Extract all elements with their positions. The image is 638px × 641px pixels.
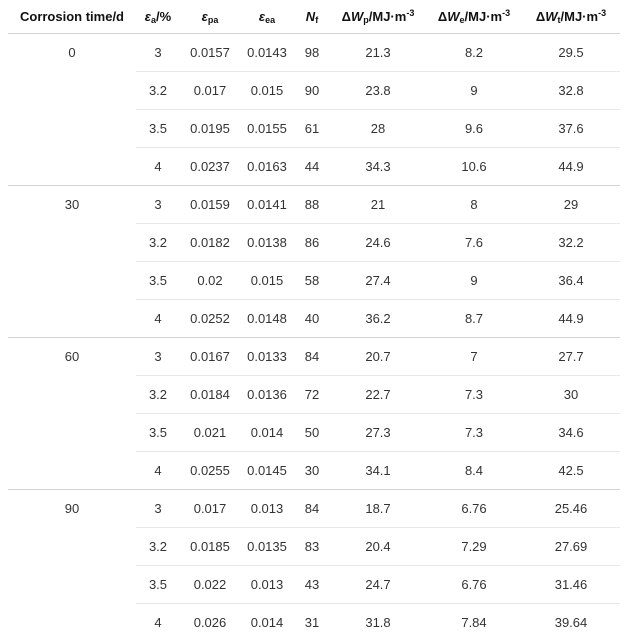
cell-strain-amplitude: 3.5 <box>136 566 180 604</box>
cell-plastic-energy: 20.7 <box>330 338 426 376</box>
cell-elastic-strain: 0.013 <box>240 566 294 604</box>
table-row <box>8 338 620 376</box>
header-ea-unit: /% <box>156 9 171 24</box>
cell-total-energy: 32.2 <box>522 224 620 262</box>
header-wt-subscript: t <box>558 15 561 25</box>
header-wt-exponent: -3 <box>598 8 606 18</box>
cell-elastic-energy: 7.84 <box>426 604 522 641</box>
cell-total-energy: 42.5 <box>522 452 620 490</box>
cell-plastic-energy: 22.7 <box>330 376 426 414</box>
cell-plastic-energy: 36.2 <box>330 300 426 338</box>
header-nf-symbol: N <box>306 9 315 24</box>
cell-plastic-energy: 24.7 <box>330 566 426 604</box>
cell-total-energy: 36.4 <box>522 262 620 300</box>
header-plastic-energy <box>330 0 426 34</box>
cell-strain-amplitude: 3.2 <box>136 528 180 566</box>
cell-elastic-energy: 7.29 <box>426 528 522 566</box>
cell-strain-amplitude: 3 <box>136 338 180 376</box>
cell-plastic-energy: 21.3 <box>330 34 426 72</box>
cell-elastic-energy: 10.6 <box>426 148 522 186</box>
cell-plastic-energy: 20.4 <box>330 528 426 566</box>
header-epa-symbol: ε <box>202 9 208 24</box>
cell-corrosion-time: 60 <box>8 338 136 490</box>
cell-elastic-strain: 0.0145 <box>240 452 294 490</box>
header-ea-symbol: ε <box>145 9 151 24</box>
cell-elastic-energy: 6.76 <box>426 490 522 528</box>
cell-elastic-strain: 0.014 <box>240 414 294 452</box>
cell-fatigue-life: 90 <box>294 72 330 110</box>
header-eea-subscript: ea <box>265 15 275 25</box>
cell-plastic-strain: 0.0195 <box>180 110 240 148</box>
cell-plastic-energy: 27.3 <box>330 414 426 452</box>
cell-plastic-energy: 23.8 <box>330 72 426 110</box>
cell-elastic-strain: 0.0133 <box>240 338 294 376</box>
cell-total-energy: 44.9 <box>522 148 620 186</box>
cell-elastic-strain: 0.014 <box>240 604 294 641</box>
cell-elastic-energy: 8.7 <box>426 300 522 338</box>
cell-total-energy: 30 <box>522 376 620 414</box>
cell-strain-amplitude: 4 <box>136 452 180 490</box>
header-wt-symbol: W <box>545 9 557 24</box>
cell-elastic-strain: 0.0148 <box>240 300 294 338</box>
cell-strain-amplitude: 3.2 <box>136 376 180 414</box>
cell-elastic-energy: 9 <box>426 72 522 110</box>
cell-elastic-energy: 6.76 <box>426 566 522 604</box>
header-corrosion-time: Corrosion time/d <box>8 0 136 34</box>
header-strain-amplitude <box>136 0 180 34</box>
cell-fatigue-life: 83 <box>294 528 330 566</box>
cell-strain-amplitude: 4 <box>136 604 180 641</box>
cell-elastic-strain: 0.0141 <box>240 186 294 224</box>
cell-total-energy: 25.46 <box>522 490 620 528</box>
cell-plastic-strain: 0.0182 <box>180 224 240 262</box>
cell-strain-amplitude: 3.5 <box>136 110 180 148</box>
cell-elastic-strain: 0.013 <box>240 490 294 528</box>
cell-total-energy: 31.46 <box>522 566 620 604</box>
cell-elastic-energy: 8 <box>426 186 522 224</box>
table-row <box>8 186 620 224</box>
header-epa-subscript: pa <box>208 15 219 25</box>
cell-strain-amplitude: 3.5 <box>136 262 180 300</box>
header-ea-subscript: a <box>151 15 156 25</box>
cell-plastic-energy: 28 <box>330 110 426 148</box>
cell-plastic-strain: 0.0167 <box>180 338 240 376</box>
cell-plastic-strain: 0.026 <box>180 604 240 641</box>
cell-strain-amplitude: 3.5 <box>136 414 180 452</box>
cell-fatigue-life: 44 <box>294 148 330 186</box>
header-nf-subscript: f <box>315 15 318 25</box>
cell-total-energy: 27.69 <box>522 528 620 566</box>
cell-plastic-strain: 0.0185 <box>180 528 240 566</box>
cell-elastic-energy: 7 <box>426 338 522 376</box>
cell-elastic-strain: 0.0155 <box>240 110 294 148</box>
cell-total-energy: 44.9 <box>522 300 620 338</box>
header-eea-symbol: ε <box>259 9 265 24</box>
cell-elastic-energy: 9 <box>426 262 522 300</box>
header-fatigue-life <box>294 0 330 34</box>
header-we-unit: /MJ·m <box>465 9 503 24</box>
cell-fatigue-life: 72 <box>294 376 330 414</box>
cell-plastic-energy: 31.8 <box>330 604 426 641</box>
cell-plastic-strain: 0.0252 <box>180 300 240 338</box>
cell-fatigue-life: 58 <box>294 262 330 300</box>
cell-strain-amplitude: 3.2 <box>136 224 180 262</box>
cell-elastic-strain: 0.0138 <box>240 224 294 262</box>
table-row <box>8 34 620 72</box>
cell-plastic-energy: 27.4 <box>330 262 426 300</box>
cell-corrosion-time: 90 <box>8 490 136 641</box>
cell-strain-amplitude: 4 <box>136 148 180 186</box>
cell-plastic-energy: 18.7 <box>330 490 426 528</box>
cell-total-energy: 29.5 <box>522 34 620 72</box>
cell-elastic-strain: 0.0163 <box>240 148 294 186</box>
header-wp-symbol: W <box>351 9 363 24</box>
cell-plastic-energy: 34.3 <box>330 148 426 186</box>
cell-total-energy: 27.7 <box>522 338 620 376</box>
cell-total-energy: 29 <box>522 186 620 224</box>
cell-elastic-strain: 0.015 <box>240 72 294 110</box>
cell-plastic-strain: 0.017 <box>180 72 240 110</box>
cell-plastic-strain: 0.021 <box>180 414 240 452</box>
header-wp-exponent: -3 <box>406 8 414 18</box>
cell-plastic-strain: 0.0157 <box>180 34 240 72</box>
cell-plastic-energy: 34.1 <box>330 452 426 490</box>
cell-elastic-energy: 9.6 <box>426 110 522 148</box>
header-wt-delta: Δ <box>536 9 545 24</box>
cell-elastic-energy: 7.6 <box>426 224 522 262</box>
cell-plastic-strain: 0.022 <box>180 566 240 604</box>
cell-corrosion-time: 30 <box>8 186 136 338</box>
cell-total-energy: 34.6 <box>522 414 620 452</box>
cell-elastic-strain: 0.0135 <box>240 528 294 566</box>
cell-elastic-energy: 7.3 <box>426 376 522 414</box>
cell-elastic-energy: 7.3 <box>426 414 522 452</box>
header-total-energy <box>522 0 620 34</box>
cell-elastic-strain: 0.0136 <box>240 376 294 414</box>
cell-elastic-energy: 8.2 <box>426 34 522 72</box>
cell-fatigue-life: 40 <box>294 300 330 338</box>
cell-plastic-strain: 0.0237 <box>180 148 240 186</box>
header-wt-unit: /MJ·m <box>561 9 599 24</box>
header-we-subscript: e <box>460 15 465 25</box>
cell-plastic-strain: 0.02 <box>180 262 240 300</box>
header-wp-subscript: p <box>363 15 369 25</box>
header-wp-delta: Δ <box>342 9 351 24</box>
cell-fatigue-life: 98 <box>294 34 330 72</box>
cell-plastic-strain: 0.0159 <box>180 186 240 224</box>
header-we-delta: Δ <box>438 9 447 24</box>
cell-fatigue-life: 31 <box>294 604 330 641</box>
header-elastic-energy <box>426 0 522 34</box>
header-we-exponent: -3 <box>502 8 510 18</box>
cell-strain-amplitude: 3.2 <box>136 72 180 110</box>
header-row <box>8 0 620 34</box>
cell-plastic-energy: 21 <box>330 186 426 224</box>
cell-fatigue-life: 30 <box>294 452 330 490</box>
cell-total-energy: 39.64 <box>522 604 620 641</box>
cell-fatigue-life: 50 <box>294 414 330 452</box>
data-table <box>8 0 620 641</box>
cell-strain-amplitude: 3 <box>136 186 180 224</box>
cell-plastic-strain: 0.0255 <box>180 452 240 490</box>
cell-plastic-strain: 0.0184 <box>180 376 240 414</box>
table-row <box>8 490 620 528</box>
cell-elastic-strain: 0.015 <box>240 262 294 300</box>
header-elastic-strain <box>240 0 294 34</box>
cell-plastic-energy: 24.6 <box>330 224 426 262</box>
cell-fatigue-life: 84 <box>294 338 330 376</box>
cell-fatigue-life: 88 <box>294 186 330 224</box>
cell-total-energy: 32.8 <box>522 72 620 110</box>
cell-fatigue-life: 86 <box>294 224 330 262</box>
header-plastic-strain <box>180 0 240 34</box>
header-wp-unit: /MJ·m <box>369 9 407 24</box>
cell-fatigue-life: 43 <box>294 566 330 604</box>
cell-elastic-strain: 0.0143 <box>240 34 294 72</box>
cell-fatigue-life: 61 <box>294 110 330 148</box>
cell-fatigue-life: 84 <box>294 490 330 528</box>
cell-total-energy: 37.6 <box>522 110 620 148</box>
table-body <box>8 34 620 641</box>
cell-strain-amplitude: 3 <box>136 490 180 528</box>
header-we-symbol: W <box>447 9 459 24</box>
cell-strain-amplitude: 4 <box>136 300 180 338</box>
cell-corrosion-time: 0 <box>8 34 136 186</box>
cell-plastic-strain: 0.017 <box>180 490 240 528</box>
cell-strain-amplitude: 3 <box>136 34 180 72</box>
cell-elastic-energy: 8.4 <box>426 452 522 490</box>
